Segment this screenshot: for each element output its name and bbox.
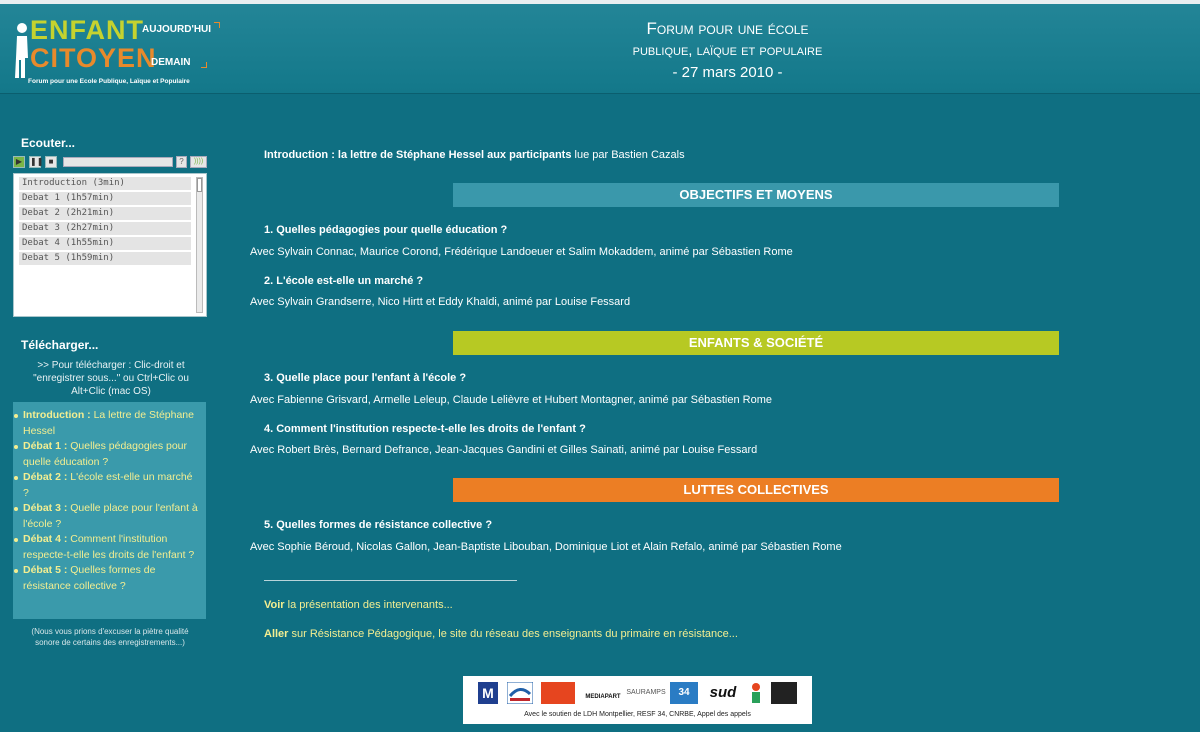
title-date: - 27 mars 2010 - [672,64,783,81]
download-heading: Télécharger... [21,338,99,352]
download-text: La lettre de Stéphane Hessel [23,409,194,437]
logo-bracket-bottom [201,62,207,68]
logo-aujourdhui: AUJOURD'HUI [142,24,212,35]
sauramps-logo: SAURAMPS [626,689,666,696]
download-text: L'école est-elle un marché ? [23,471,193,499]
quality-apology-note: (Nous vous prions d'excuser la piètre qualité sonore de certains des enregistrements...) [31,627,189,647]
download-list [13,402,206,594]
download-label: Débat 5 : [23,564,68,576]
download-item[interactable] [23,408,200,439]
audio-player [13,156,207,169]
download-text: Quelles formes de résistance collective ? [23,564,156,592]
download-item[interactable] [23,563,200,594]
logo-demain: DEMAIN [151,57,191,68]
playlist-item[interactable]: Debat 1 (1h57min) [19,192,191,205]
debate-2-speakers: Avec Sylvain Grandserre, Nico Hirtt et Eddy Khaldi, animé par Louise Fessard [250,296,631,308]
debate-1-question: 1. Quelles pédagogies pour quelle éducation ? [264,224,508,236]
download-label: Introduction : [23,409,91,421]
montpellier-logo: M [478,682,498,704]
page-title [555,18,900,84]
playlist-item[interactable]: Debat 3 (2h27min) [19,222,191,235]
playlist-item[interactable]: Debat 5 (1h59min) [19,252,191,265]
playlist-item[interactable]: Introduction (3min) [19,177,191,190]
sponsors-banner [463,676,812,724]
download-label: Débat 1 : [23,440,68,452]
resistance-link[interactable] [264,628,738,640]
download-text: Quelle place pour l'enfant à l'école ? [23,502,198,530]
download-label: Débat 2 : [23,471,68,483]
speakers-link-text: la présentation des intervenants... [284,599,453,611]
bullet-icon [14,476,18,480]
bullet-icon [14,538,18,542]
title-line-2: publique, laïque et populaire [632,42,823,59]
logo-word-citoyen: CITOYEN [30,43,157,73]
progress-bar[interactable] [63,157,173,167]
scrollbar-thumb[interactable] [197,178,202,192]
debate-3-question: 3. Quelle place pour l'enfant à l'école ? [264,372,467,384]
speakers-link[interactable] [264,599,453,611]
debate-5-question: 5. Quelles formes de résistance collective ? [264,519,493,531]
player-help-button[interactable]: ? [176,156,187,168]
stop-button[interactable] [45,156,57,168]
section-luttes-header: LUTTES COLLECTIVES [453,478,1059,502]
download-instructions: >> Pour télécharger : Clic-droit et "enregistrer sous..." ou Ctrl+Clic ou Alt+Clic (mac OS) [33,360,189,397]
bullet-icon [14,569,18,573]
site-logo[interactable] [8,12,223,90]
play-icon: ▶ [15,157,23,166]
playlist-item[interactable]: Debat 2 (2h21min) [19,207,191,220]
download-item[interactable] [23,439,200,470]
logo-bracket-top [214,22,220,28]
volume-control[interactable]: )))) [190,156,207,168]
intro-reader: lue par Bastien Cazals [571,149,685,161]
debate-2-question: 2. L'école est-elle un marché ? [264,275,424,287]
debate-5-speakers: Avec Sophie Béroud, Nicolas Gallon, Jean-Baptiste Libouban, Dominique Liot et Alain Refalo, animé par Sébastien Rome [250,541,842,553]
section-objectifs-header: OBJECTIFS ET MOYENS [453,183,1059,207]
playlist-item[interactable]: Debat 4 (1h55min) [19,237,191,250]
fcpe34-logo: 34 [670,682,698,704]
stop-icon: ■ [48,157,54,166]
bullet-icon [14,445,18,449]
pause-button[interactable] [29,156,44,168]
mediapart-logo: MEDIAPART [585,694,621,700]
logo-tagline: Forum pour une Ecole Publique, Laïque et Populaire [28,78,190,85]
resistance-pedagogique-logo [771,682,797,704]
sponsor-figure-logo [746,682,766,704]
sponsor-red-logo [541,682,575,704]
download-item[interactable] [23,470,200,501]
debate-3-speakers: Avec Fabienne Grisvard, Armelle Leleup, Claude Lelièvre et Hubert Montagner, animé par Sébastien Rome [250,394,772,406]
bullet-icon [14,507,18,511]
logo-word-enfant: ENFANT [30,15,144,45]
download-label: Débat 3 : [23,502,68,514]
debate-4-question: 4. Comment l'institution respecte-t-elle les droits de l'enfant ? [264,423,586,435]
download-item[interactable] [23,532,200,563]
download-text: Quelles pédagogies pour quelle éducation ? [23,440,188,468]
resistance-link-text: sur Résistance Pédagogique, le site du réseau des enseignants du primaire en résistance... [288,628,738,640]
speakers-link-verb: Voir [264,599,285,611]
herault-logo [507,682,533,704]
play-button[interactable] [13,156,25,168]
playlist-scrollbar[interactable] [196,177,203,313]
section-enfants-header: ENFANTS & SOCIÉTÉ [453,331,1059,355]
pause-icon: ❚❚ [30,157,44,166]
debate-1-speakers: Avec Sylvain Connac, Maurice Corond, Frédérique Landoeuer et Salim Mokaddem, animé par Sébastien Rome [250,246,793,258]
intro-title: Introduction : la lettre de Stéphane Hessel aux participants [264,149,572,161]
download-text: Comment l'institution respecte-t-elle les droits de l'enfant ? [23,533,195,561]
debate-4-speakers: Avec Robert Brès, Bernard Defrance, Jean-Jacques Gandini et Gilles Sainati, animé par Louise Fessard [250,444,758,456]
bullet-icon [14,414,18,418]
download-label: Débat 4 : [23,533,68,545]
resistance-link-verb: Aller [264,628,289,640]
download-item[interactable] [23,501,200,532]
listen-heading: Ecouter... [21,136,76,150]
sponsors-caption: Avec le soutien de LDH Montpellier, RESF 34, CNRBE, Appel des appels [524,711,751,718]
title-line-1: Forum pour une école [646,19,809,38]
download-list-box [13,402,206,619]
child-figure-icon [12,20,32,80]
site-header [0,4,1200,94]
content-divider [264,580,517,581]
playlist [13,173,207,317]
intro-entry[interactable] [264,149,685,161]
sud-logo: sud [709,684,737,701]
